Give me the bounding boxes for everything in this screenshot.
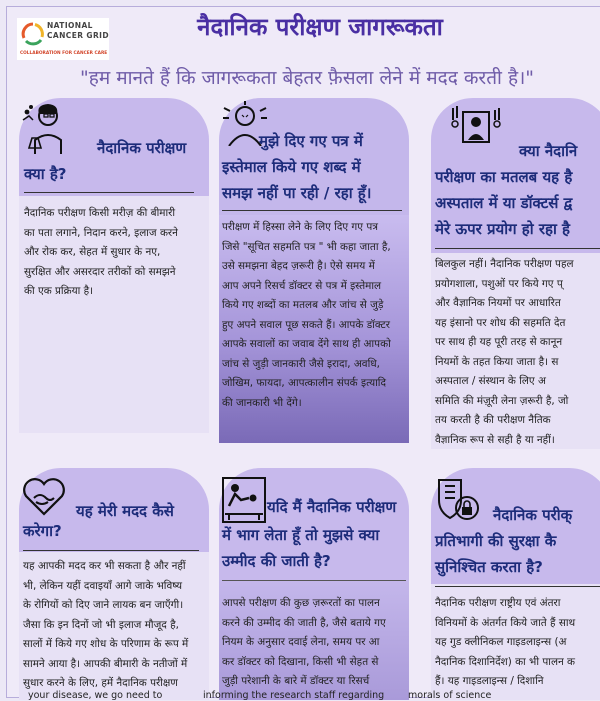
card-participant-safety (431, 468, 600, 700)
card-question-line-1: मुझे दिए गए पत्र में (259, 132, 363, 150)
card-divider (435, 586, 600, 587)
scientist-icon (21, 102, 67, 156)
cutoff-text: your disease, we go need to (28, 690, 163, 701)
text-line: आपसे परीक्षण की कुछ ज़रूरतों का पालन (222, 597, 380, 609)
card-question-line-2: इस्तेमाल किये गए शब्द में (222, 158, 361, 176)
card-text (24, 204, 209, 302)
text-line: नियमों के तहत किया जाता है। स (435, 355, 559, 368)
tagline-quote: "हम मानते हैं कि जागरूकता बेहतर फ़ैसला लेने में मदद करती है।" (80, 67, 535, 89)
text-line: भी, लेकिन यहीं दवाइयाँ आगे जाके भविष्य (23, 579, 182, 592)
cutoff-text: informing the research staff regarding (203, 690, 385, 701)
text-line: यह इंसानो पर शोध की सहमति देत (435, 316, 566, 329)
card-divider (222, 580, 406, 581)
logo-name: NATIONAL CANCER GRID (47, 21, 109, 40)
text-line: यह गुड क्लीनिकल गाइडलाइन्स (अ (435, 636, 567, 648)
text-line: जिसे "सूचित सहमति पत्र " भी कहा जाता है, (222, 240, 391, 253)
text-line: हैं। यह गाइडलाइन्स / दिशानि (435, 675, 544, 687)
card-experiment-question (431, 98, 600, 449)
text-line: सुधार करने के लिए, हमें नैदानिक परीक्षण (23, 677, 178, 689)
text-line: और रोक कर, सेहत में सुधार के नए, (24, 246, 161, 258)
card-text (23, 557, 211, 694)
card-divider (435, 248, 600, 249)
card-consent-form (219, 98, 409, 443)
page-title: नैदानिक परीक्षण जागरूकता (197, 13, 443, 41)
text-line: यह आपकी मदद कर भी सकता है और नहीं (23, 560, 186, 572)
text-line: का पता लगाने, निदान करने, इलाज करने (24, 226, 178, 239)
card-question-line-1: यह मेरी मदद कैसे (76, 502, 174, 520)
card-text (222, 594, 408, 692)
ncg-logo (17, 18, 109, 60)
text-line: बिलकुल नहीं। नैदानिक परीक्षण पहल (435, 258, 574, 270)
text-line: किये गए शब्दों का मतलब और जांच से जुड़े (222, 299, 384, 311)
text-line: सामने आया है। आपकी बीमारी के नतीजों में (23, 657, 188, 670)
ncg-logo-mark-icon (21, 22, 45, 46)
text-line: तय करती है की परीक्षण नैतिक (435, 414, 551, 426)
card-question-line-2: में भाग लेता हूँ तो मुझसे क्या (222, 526, 380, 544)
text-line: वैज्ञानिक रूप से सही है या नहीं। (435, 433, 555, 446)
card-question-line-1: क्या नैदानि (519, 142, 578, 160)
card-question-line-3: अस्पताल में या डॉक्टर्स द्व (435, 194, 573, 212)
card-divider (24, 192, 194, 193)
text-line: परीक्षण में हिस्सा लेने के लिए दिए गए पत्र (222, 221, 378, 233)
text-line: पर साथ ही यह पूरी तरह से कानून (435, 336, 563, 348)
text-line: नैदानिक परीक्षण किसी मरीज़ की बीमारी (24, 207, 176, 219)
text-line: कर डॉक्टर को दिखाना, किसी भी सेहत से (222, 655, 379, 668)
text-line: हुए अपने सवाल पूछ सकते हैं। आपके डॉक्टर (222, 318, 390, 331)
card-question-line-2: प्रतिभागी की सुरक्षा कै (435, 532, 557, 550)
card-question-line-1: नैदानिक परीक्षण (97, 139, 187, 157)
text-line: जोखिम, फायदा, आपत्कालीन संपर्क इत्यादि (222, 377, 387, 389)
text-line: समिति की मंज़ूरी लेना ज़रूरी है, जो (435, 394, 569, 407)
text-line: की जानकारी भी देंगे। (222, 396, 302, 409)
text-line: जुड़ी परेशानी के बारे में डॉक्टर या रिसर्च (222, 675, 370, 687)
text-line: जांच से जुड़ी जानकारी जैसे इरादा, अवधि, (222, 357, 380, 370)
text-line: करने की उम्मीद की जाती है, जैसे बताये गए (222, 616, 386, 629)
text-line: अस्पताल / संस्थान के लिए अ (435, 375, 546, 387)
card-what-is-trial (19, 98, 209, 433)
card-question-line-3: सुनिश्चित करता है? (435, 558, 543, 576)
card-question-line-2: करेगा? (23, 522, 62, 540)
card-divider (222, 210, 402, 211)
doctor-patient-icon (221, 476, 267, 524)
text-line: सालों में किये गए शोध के परिणाम के रूप में (23, 638, 189, 650)
text-line: उसे समझना बेहद ज़रूरी है। ऐसे समय में (222, 260, 375, 272)
cutoff-text: morals of science (408, 690, 492, 701)
text-line: विनियमों के अंतर्गत किये जाते हैं साथ (435, 616, 576, 629)
text-line: जैसा कि इन दिनों जो भी इलाज मौजूद है, (23, 618, 179, 631)
text-line: आप अपने रिसर्च डॉक्टर से पत्र में इस्तेमाल (222, 279, 382, 292)
card-expectations (219, 468, 409, 700)
text-line: की एक प्रक्रिया है। (24, 285, 94, 297)
text-line: और वैज्ञानिक नियमों पर आधारित (435, 297, 561, 309)
card-text (435, 255, 600, 450)
card-question-line-2: परीक्षण का मतलब यह है (435, 168, 573, 186)
card-question-line-1: यदि मैं नैदानिक परीक्षण (267, 498, 397, 516)
security-shield-icon (435, 474, 481, 522)
card-question-line-3: समझ नहीं पा रही / रहा हूँ। (222, 184, 372, 202)
text-line: के रोगियों को दिए जाने लायक बन जाएँगी। (23, 599, 184, 611)
card-how-helps (19, 468, 209, 700)
text-line: सुरक्षित और असरदार तरीकों को समझने (24, 265, 176, 278)
text-line: प्रयोगशाला, पशुओं पर किये गए प् (435, 277, 563, 290)
card-question-line-2: क्या है? (24, 165, 67, 183)
text-line: नैदानिक परीक्षण राष्ट्रीय एवं अंतरा (435, 597, 561, 609)
card-divider (23, 550, 199, 551)
card-text (435, 594, 600, 692)
card-question-line-1: नैदानिक परीक् (493, 506, 573, 524)
text-line: आपके सवालों का जवाब देंगे साथ ही आपको (222, 338, 391, 350)
card-text (222, 218, 407, 413)
card-question-line-4: मेरे ऊपर प्रयोग हो रहा है (435, 220, 571, 238)
logo-tagline: COLLABORATION FOR CANCER CARE (20, 51, 108, 56)
experiment-person-icon (451, 104, 501, 148)
helping-hands-icon (22, 476, 66, 516)
text-line: नियम के अनुसार दवाई लेना, समय पर आ (222, 636, 380, 648)
text-line: नैदानिक दिशानिर्देश) का भी पालन क (435, 655, 576, 668)
card-question-line-3: उम्मीद की जाती है? (222, 552, 331, 570)
